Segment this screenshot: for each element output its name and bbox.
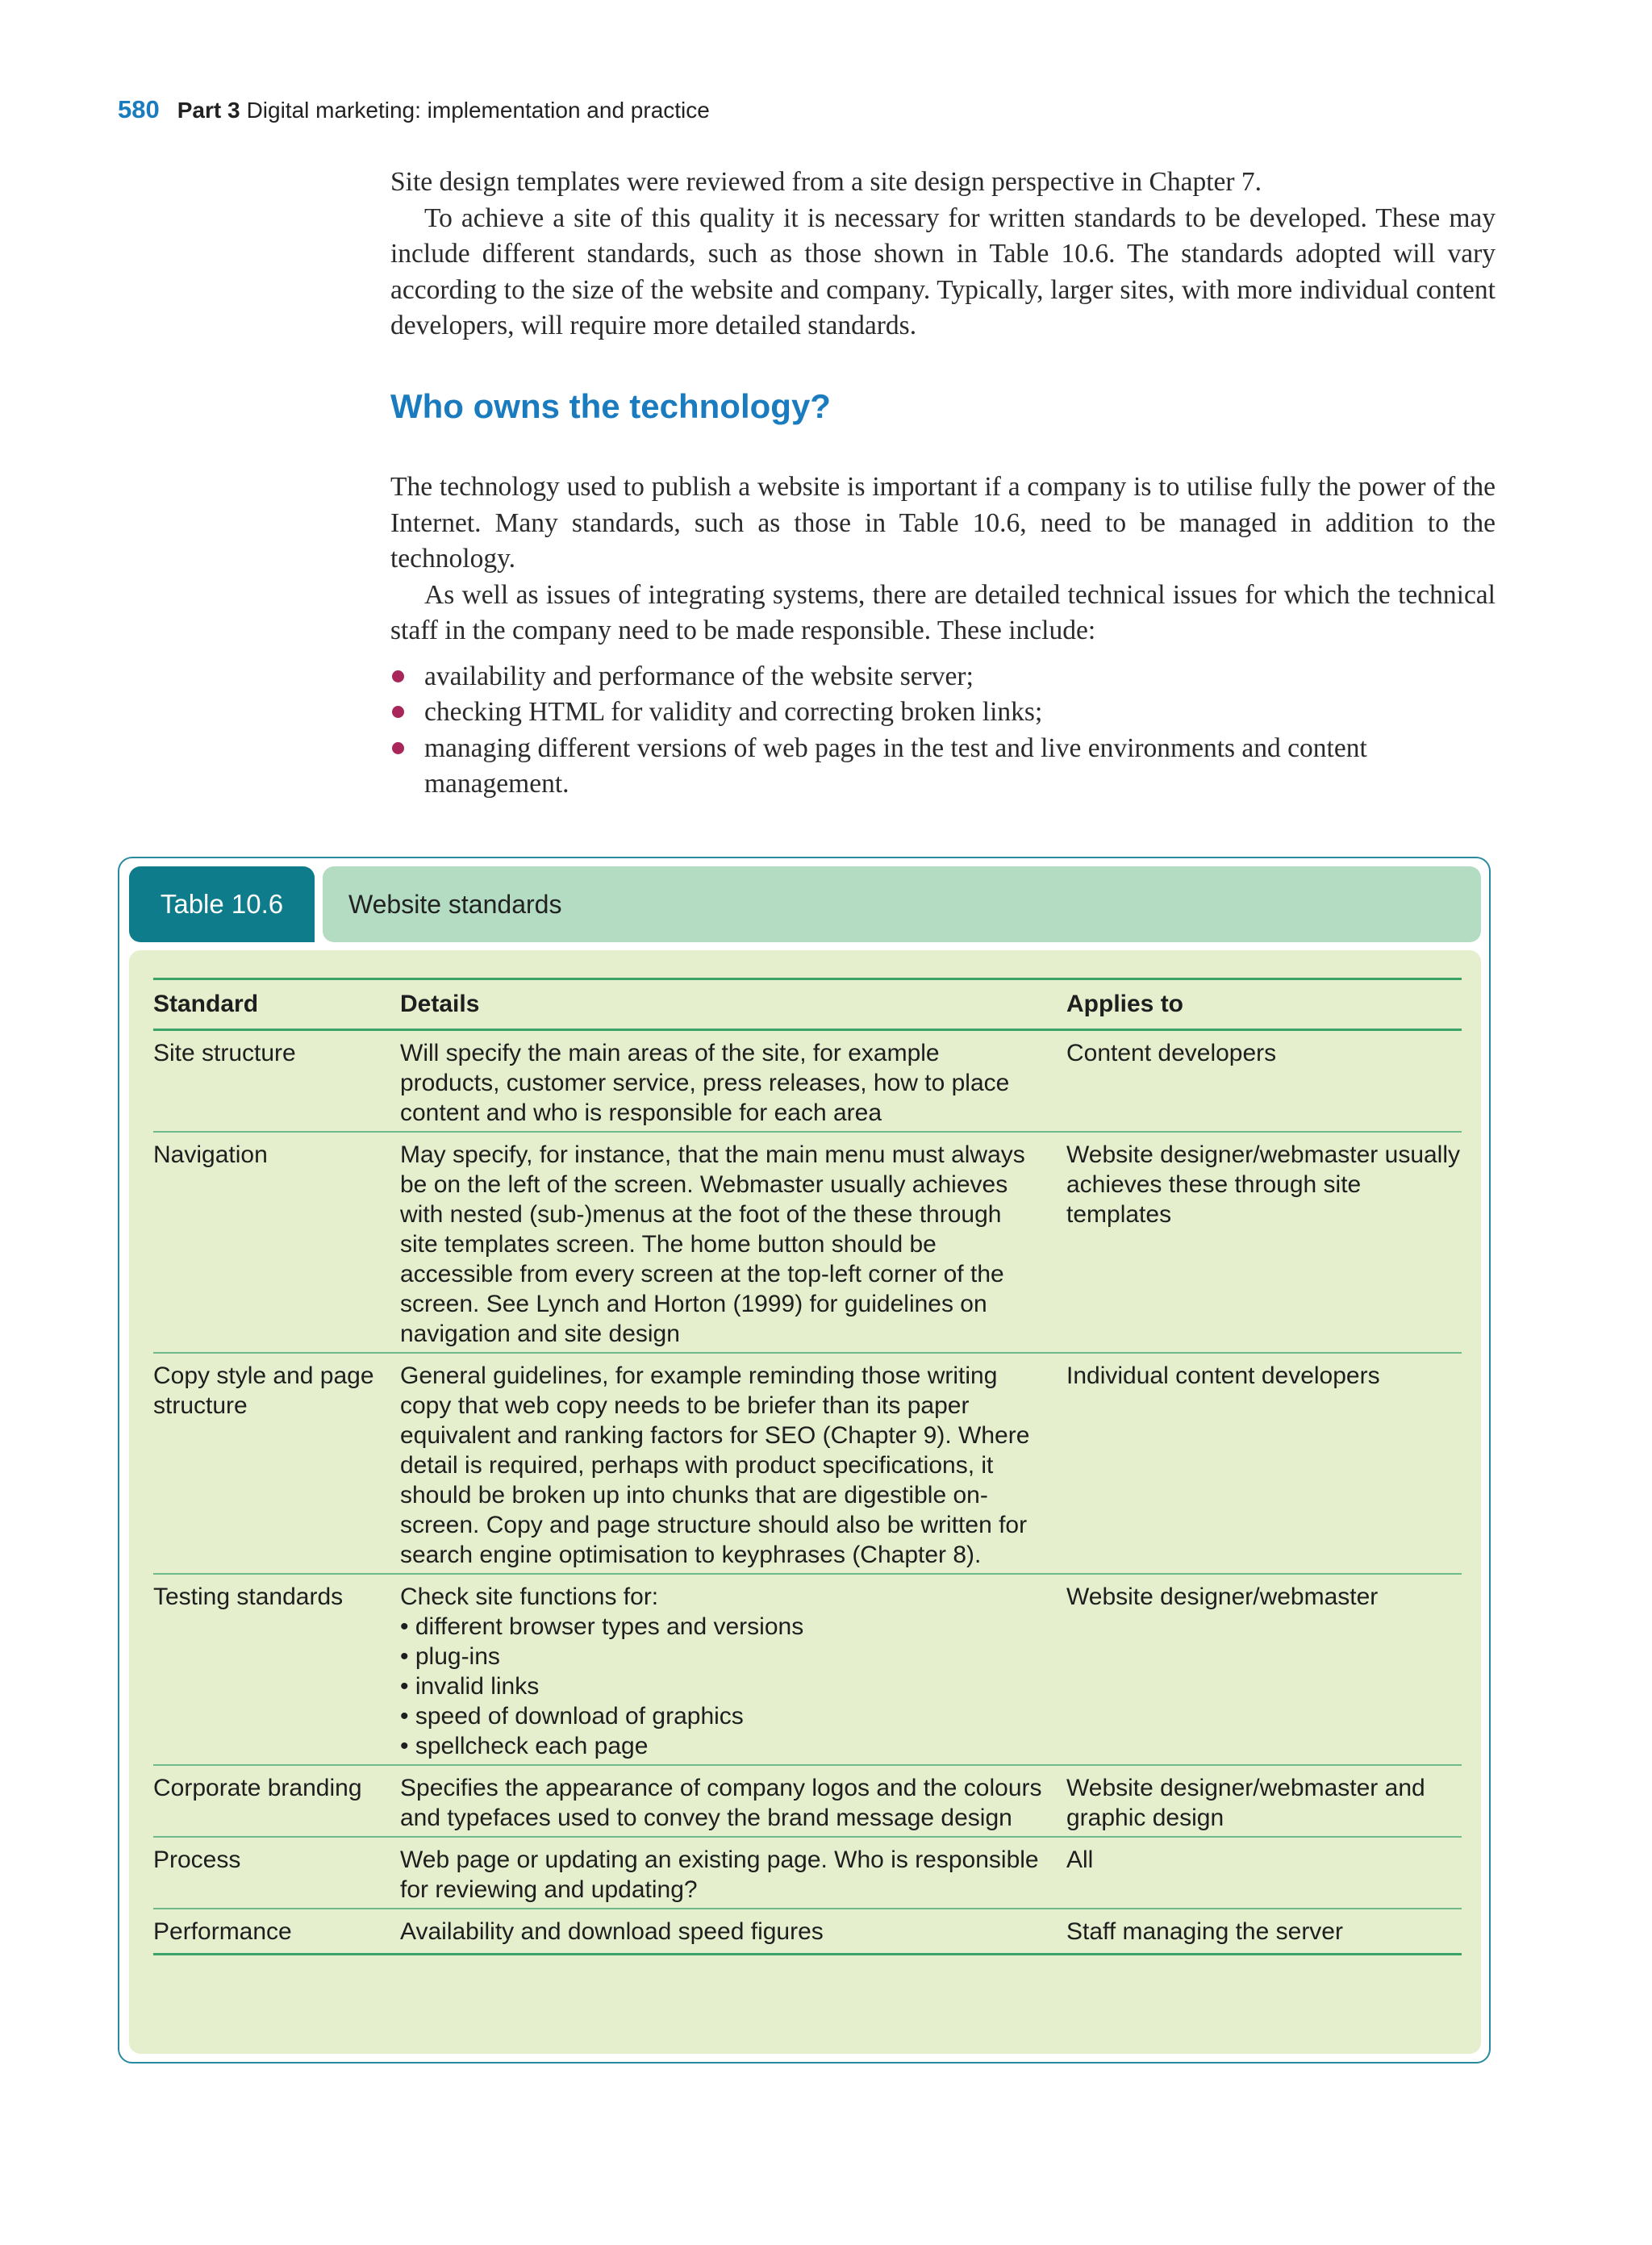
details-list-item: • plug-ins (400, 1642, 1042, 1671)
table-row (153, 1353, 1462, 1574)
section-heading: Who owns the technology? (390, 387, 831, 425)
table-row (153, 1030, 1462, 1133)
table-row (153, 1132, 1462, 1353)
applies-to-cell: Staff managing the server (1066, 1909, 1462, 1955)
part-label: Part 3 (177, 98, 240, 123)
bullet-list (390, 659, 1496, 803)
details-cell (400, 1574, 1066, 1765)
standard-cell: Corporate branding (153, 1765, 400, 1837)
standard-cell: Site structure (153, 1030, 400, 1133)
applies-to-cell: Website designer/webmaster usually achieves these through site templates (1066, 1132, 1462, 1353)
table-row (153, 1765, 1462, 1837)
details-cell: Web page or updating an existing page. Who is responsible for reviewing and updating? (400, 1837, 1066, 1909)
list-item: managing different versions of web pages in the test and live environments and content management. (390, 731, 1496, 803)
page-number: 580 (118, 95, 160, 123)
table-body-panel (129, 950, 1481, 2054)
bullet-icon (392, 742, 404, 754)
section-paragraph-1: The technology used to publish a website is important if a company is to utilise fully the power of the Internet. Many standards, such as those in Table 10.6, need to be managed in addition to the technology. (390, 472, 1496, 574)
details-cell: May specify, for instance, that the main menu must always be on the left of the screen. Webmaster usually achieves with nested (sub-)menus at the foot of the these through site templates screen. The home button should be accessible from every screen at the top-left corner of the screen. See Lynch and Horton (1999) for guidelines on navigation and site design (400, 1132, 1066, 1353)
applies-to-cell: All (1066, 1837, 1462, 1909)
details-list-item: • speed of download of graphics (400, 1701, 1042, 1731)
list-item: checking HTML for validity and correcting broken links; (390, 695, 1496, 731)
standard-cell: Copy style and page structure (153, 1353, 400, 1574)
details-cell: Will specify the main areas of the site, for example products, customer service, press releases, how to place content and who is responsible for each area (400, 1030, 1066, 1133)
applies-to-cell: Individual content developers (1066, 1353, 1462, 1574)
applies-to-cell: Content developers (1066, 1030, 1462, 1133)
details-cell: General guidelines, for example reminding those writing copy that web copy needs to be briefer than its paper equivalent and ranking factors for SEO (Chapter 9). Where detail is required, perhaps with product specifications, it should be broken up into chunks that are digestible on-screen. Copy and page structure should also be written for search engine optimisation to keyphrases (Chapter 8). (400, 1353, 1066, 1574)
table-panel (118, 857, 1491, 2063)
section-paragraph-2: As well as issues of integrating systems, there are detailed technical issues for which the technical staff in the company need to be made responsible. These include: (390, 579, 1496, 645)
table-header-row (153, 979, 1462, 1030)
running-head (118, 95, 710, 124)
bullet-icon (392, 670, 404, 682)
bullet-icon (392, 706, 404, 718)
details-intro: Check site functions for: (400, 1584, 659, 1610)
section-text (390, 469, 1496, 803)
intro-paragraph-2: To achieve a site of this quality it is necessary for written standards to be developed. These may include different standards, such as those shown in Table 10.6. The standards adopted will vary according to the size of the website and company. Typically, larger sites, with more individual content developers, will require more detailed standards. (390, 202, 1496, 340)
details-list (400, 1612, 1042, 1761)
standards-table (153, 978, 1462, 1955)
details-list-item: • spellcheck each page (400, 1731, 1042, 1761)
column-header-standard: Standard (153, 979, 400, 1030)
table-row (153, 1574, 1462, 1765)
intro-paragraph-1: Site design templates were reviewed from a site design perspective in Chapter 7. (390, 167, 1262, 197)
details-cell: Specifies the appearance of company logos and the colours and typefaces used to convey the brand message design (400, 1765, 1066, 1837)
applies-to-cell: Website designer/webmaster (1066, 1574, 1462, 1765)
table-row (153, 1909, 1462, 1955)
column-header-details: Details (400, 979, 1066, 1030)
table-row (153, 1837, 1462, 1909)
standard-cell: Process (153, 1837, 400, 1909)
table-caption: Website standards (323, 866, 1481, 942)
details-list-item: • invalid links (400, 1671, 1042, 1701)
details-cell: Availability and download speed figures (400, 1909, 1066, 1955)
part-title: Digital marketing: implementation and practice (246, 98, 710, 123)
standard-cell: Performance (153, 1909, 400, 1955)
table-number: Table 10.6 (129, 866, 315, 942)
intro-text (390, 165, 1496, 344)
list-item: availability and performance of the website server; (390, 659, 1496, 695)
standard-cell: Testing standards (153, 1574, 400, 1765)
applies-to-cell: Website designer/webmaster and graphic design (1066, 1765, 1462, 1837)
standard-cell: Navigation (153, 1132, 400, 1353)
details-list-item: • different browser types and versions (400, 1612, 1042, 1642)
column-header-applies-to: Applies to (1066, 979, 1462, 1030)
